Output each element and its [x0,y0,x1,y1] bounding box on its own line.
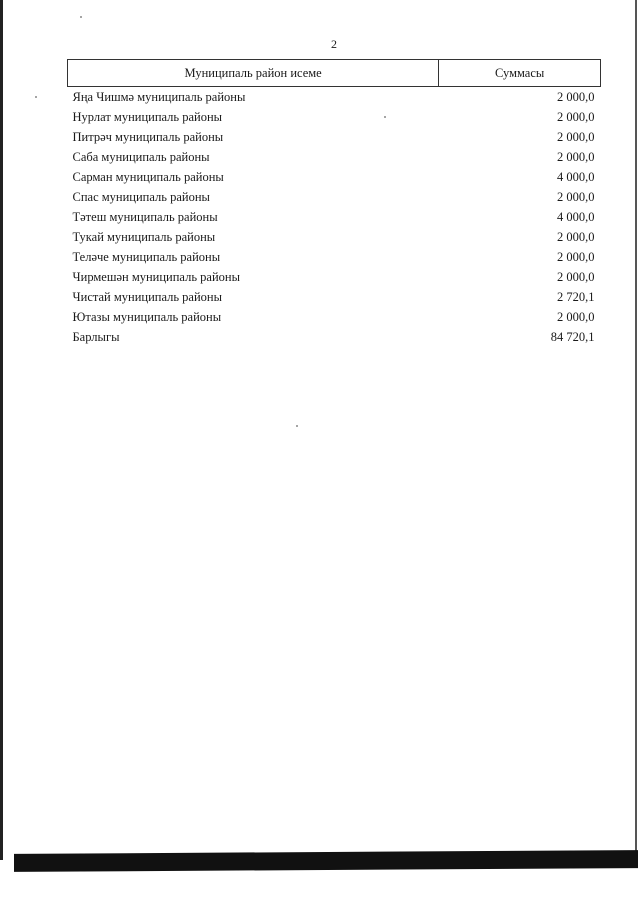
row-name: Ютазы муниципаль районы [72,309,222,324]
column-header-sum: Суммасы [439,60,601,87]
scan-left-edge [0,0,3,860]
row-sum: 2 000,0 [557,109,595,124]
table-row [68,127,601,147]
table-row [68,287,601,307]
table-row [68,247,601,267]
row-sum: 2 000,0 [557,189,595,204]
scan-speck [35,96,37,98]
row-name: Нурлат муниципаль районы [72,109,223,124]
scan-speck [296,425,298,427]
row-name: Спас муниципаль районы [72,189,210,204]
page-number: 2 [331,37,337,51]
table-row [68,187,601,207]
table-row [68,227,601,247]
table-row [68,207,601,227]
row-name: Теләче муниципаль районы [72,249,221,264]
table-row [68,87,601,108]
row-name: Чирмешән муниципаль районы [72,269,240,284]
row-sum: 2 720,1 [557,289,595,304]
row-sum: 2 000,0 [557,269,595,284]
row-sum: 2 000,0 [557,149,595,164]
row-sum: 2 000,0 [557,229,595,244]
row-name: Чистай муниципаль районы [72,289,222,304]
table-header-row [68,60,601,87]
row-sum: 4 000,0 [557,169,595,184]
row-name: Яңа Чишмә муниципаль районы [72,89,246,104]
row-name: Питрәч муниципаль районы [72,129,224,144]
row-sum: 2 000,0 [557,309,595,324]
row-name: Тәтеш муниципаль районы [72,209,218,224]
scan-speck [80,16,82,18]
table-row [68,307,601,327]
scan-bottom-bar [14,850,638,872]
row-sum: 2 000,0 [557,249,595,264]
row-sum: 4 000,0 [557,209,595,224]
column-header-name: Муниципаль район исеме [68,60,439,87]
row-name: Тукай муниципаль районы [72,229,216,244]
total-label: Барлыгы [72,329,120,344]
row-sum: 2 000,0 [557,129,595,144]
total-sum: 84 720,1 [550,329,595,344]
table-row [68,167,601,187]
table-row [68,267,601,287]
row-name: Саба муниципаль районы [72,149,210,164]
total-row [68,327,601,347]
row-name: Сарман муниципаль районы [72,169,224,184]
districts-table [67,59,601,347]
table-row [68,147,601,167]
row-sum: 2 000,0 [557,89,595,104]
scan-right-edge [635,0,637,860]
table-row [68,107,601,127]
